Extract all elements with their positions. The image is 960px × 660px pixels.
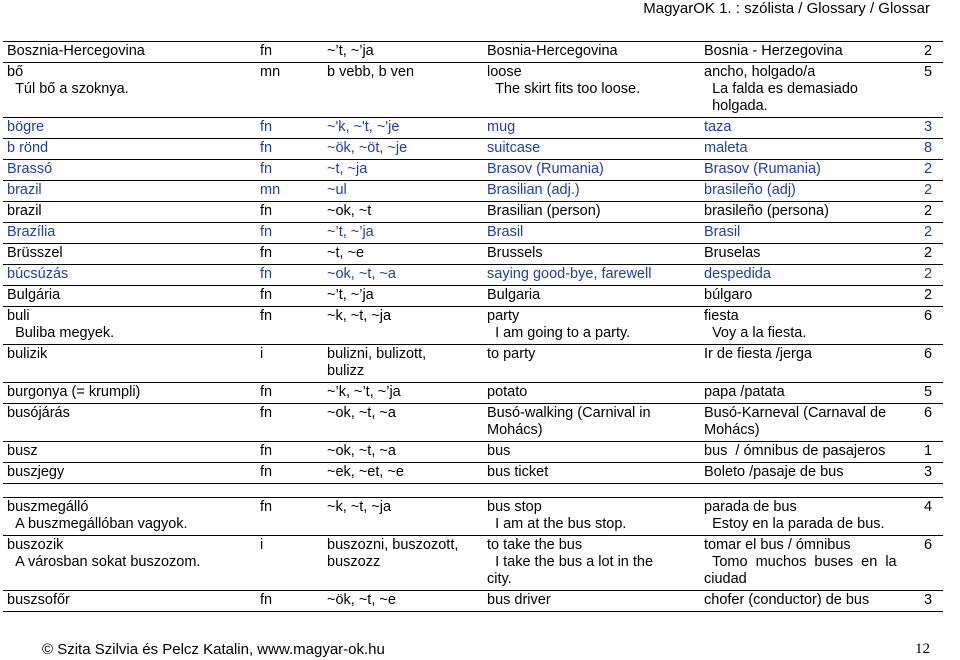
cell-spanish-line: Busó-Karneval (Carnaval de — [704, 405, 887, 421]
cell-hungarian — [3, 223, 256, 244]
cell-hungarian-line: Bosznia-Hercegovina — [7, 43, 145, 59]
cell-spanish-line: fiesta — [704, 308, 739, 324]
cell-forms-line: ~ok, ~t — [327, 203, 372, 219]
cell-spanish — [700, 463, 920, 484]
cell-english — [483, 139, 700, 160]
cell-part-of-speech: i — [256, 345, 323, 383]
cell-forms — [323, 160, 483, 181]
cell-spanish-line: taza — [704, 119, 732, 135]
cell-english — [483, 404, 700, 442]
cell-spanish-line: Brasov (Rumania) — [704, 161, 821, 177]
cell-spanish-line: bus / ómnibus de pasajeros — [704, 443, 886, 459]
cell-level: 5 — [920, 63, 943, 118]
cell-spanish — [700, 307, 920, 345]
cell-english-line: Brasilian (adj.) — [487, 182, 580, 198]
cell-forms-line: ~ök, ~öt, ~je — [327, 140, 408, 156]
cell-english-line: Brasil — [487, 224, 524, 240]
cell-spanish — [700, 160, 920, 181]
cell-forms — [323, 286, 483, 307]
cell-part-of-speech: fn — [256, 404, 323, 442]
cell-hungarian — [3, 307, 256, 345]
cell-spanish-line: maleta — [704, 140, 748, 156]
cell-hungarian — [3, 139, 256, 160]
cell-spanish-line: Boleto /pasaje de bus — [704, 464, 844, 480]
cell-english — [483, 286, 700, 307]
cell-forms-line: buszozz — [327, 554, 381, 570]
table-row — [3, 265, 943, 286]
cell-english — [483, 307, 700, 345]
cell-spanish-line: holgada. — [704, 98, 768, 114]
cell-english-line: bus ticket — [487, 464, 549, 480]
cell-english-line: Brasilian (person) — [487, 203, 601, 219]
table-row — [3, 181, 943, 202]
cell-forms-line: ~’k, ~’t, ~’ja — [327, 384, 401, 400]
cell-english — [483, 442, 700, 463]
cell-english-line: I am going to a party. — [487, 325, 631, 341]
cell-spanish-line: chofer (conductor) de bus — [704, 592, 870, 608]
cell-spanish-line: búlgaro — [704, 287, 753, 303]
table-row — [3, 202, 943, 223]
cell-level: 2 — [920, 42, 943, 63]
cell-level: 4 — [920, 498, 943, 536]
cell-part-of-speech: fn — [256, 265, 323, 286]
cell-english-line: party — [487, 308, 520, 324]
table-row — [3, 63, 943, 118]
cell-english-line: mug — [487, 119, 516, 135]
cell-spanish-line: Bosnia - Herzegovina — [704, 43, 843, 59]
cell-forms-line: ~ok, ~t, ~a — [327, 266, 396, 282]
cell-spanish-line: ancho, holgado/a — [704, 64, 816, 80]
cell-english — [483, 160, 700, 181]
cell-forms-line: b vebb, b ven — [327, 64, 415, 80]
cell-hungarian — [3, 498, 256, 536]
table-row — [3, 118, 943, 139]
cell-english — [483, 181, 700, 202]
cell-forms-line: bulizz — [327, 363, 365, 379]
cell-forms — [323, 139, 483, 160]
cell-english — [483, 591, 700, 612]
cell-level: 6 — [920, 404, 943, 442]
glossary-table-continued — [3, 497, 943, 612]
cell-hungarian-line: Bulgária — [7, 287, 61, 303]
table-row — [3, 42, 943, 63]
cell-hungarian — [3, 286, 256, 307]
cell-spanish-line: tomar el bus / ómnibus — [704, 537, 851, 553]
cell-level: 2 — [920, 265, 943, 286]
cell-forms — [323, 63, 483, 118]
cell-spanish — [700, 591, 920, 612]
cell-forms-line: ~ul — [327, 182, 347, 198]
cell-english-line: Mohács) — [487, 422, 543, 438]
cell-spanish-line: brasileño (adj) — [704, 182, 796, 198]
cell-hungarian-line: busójárás — [7, 405, 70, 421]
cell-hungarian-line: buszmegálló — [7, 499, 89, 515]
cell-spanish — [700, 442, 920, 463]
table-row — [3, 404, 943, 442]
cell-part-of-speech: fn — [256, 118, 323, 139]
cell-english-line: Brasov (Rumania) — [487, 161, 604, 177]
cell-spanish — [700, 202, 920, 223]
cell-spanish — [700, 139, 920, 160]
cell-english-line: to party — [487, 346, 536, 362]
cell-english — [483, 63, 700, 118]
cell-english-line: bus — [487, 443, 511, 459]
cell-english-line: suitcase — [487, 140, 541, 156]
cell-hungarian-line: Túl bő a szoknya. — [7, 81, 129, 97]
cell-english — [483, 463, 700, 484]
cell-english — [483, 265, 700, 286]
cell-level: 2 — [920, 160, 943, 181]
cell-forms-line: ~’t, ~’ja — [327, 287, 374, 303]
cell-spanish-line: despedida — [704, 266, 771, 282]
cell-spanish — [700, 63, 920, 118]
cell-part-of-speech: i — [256, 536, 323, 591]
cell-part-of-speech: fn — [256, 244, 323, 265]
cell-english — [483, 536, 700, 591]
cell-level: 5 — [920, 383, 943, 404]
cell-level: 2 — [920, 286, 943, 307]
cell-hungarian-line: bő — [7, 64, 24, 80]
cell-spanish — [700, 42, 920, 63]
glossary-table-main — [3, 41, 943, 484]
cell-english-line: to take the bus — [487, 537, 583, 553]
cell-english — [483, 223, 700, 244]
table-row — [3, 139, 943, 160]
cell-spanish — [700, 536, 920, 591]
cell-hungarian — [3, 591, 256, 612]
table-row — [3, 463, 943, 484]
cell-spanish-line: parada de bus — [704, 499, 797, 515]
cell-hungarian-line: Brassó — [7, 161, 53, 177]
cell-part-of-speech: fn — [256, 591, 323, 612]
cell-spanish — [700, 404, 920, 442]
cell-level: 2 — [920, 223, 943, 244]
cell-forms — [323, 202, 483, 223]
cell-english — [483, 202, 700, 223]
cell-level: 8 — [920, 139, 943, 160]
cell-part-of-speech: fn — [256, 463, 323, 484]
page-header-title: MagyarOK 1. : szólista / Glossary / Glossar — [643, 0, 930, 17]
cell-hungarian-line: buszsofőr — [7, 592, 70, 608]
cell-forms — [323, 404, 483, 442]
cell-forms — [323, 536, 483, 591]
cell-spanish — [700, 286, 920, 307]
cell-hungarian-line: bögre — [7, 119, 45, 135]
cell-spanish — [700, 498, 920, 536]
cell-spanish — [700, 244, 920, 265]
cell-forms — [323, 118, 483, 139]
table-row — [3, 536, 943, 591]
cell-spanish-line: Mohács) — [704, 422, 760, 438]
cell-forms-line: bulizni, bulizott, — [327, 346, 427, 362]
cell-hungarian-line: Buliba megyek. — [7, 325, 115, 341]
cell-part-of-speech: fn — [256, 307, 323, 345]
cell-forms-line: ~ok, ~t, ~a — [327, 405, 396, 421]
cell-english — [483, 383, 700, 404]
cell-spanish — [700, 181, 920, 202]
cell-forms — [323, 42, 483, 63]
cell-level: 3 — [920, 118, 943, 139]
cell-level: 2 — [920, 202, 943, 223]
cell-english — [483, 42, 700, 63]
cell-spanish-line: papa /patata — [704, 384, 785, 400]
cell-forms — [323, 498, 483, 536]
cell-forms — [323, 463, 483, 484]
cell-english-line: potato — [487, 384, 528, 400]
cell-forms — [323, 345, 483, 383]
cell-spanish-line: La falda es demasiado — [704, 81, 858, 97]
cell-hungarian — [3, 42, 256, 63]
cell-hungarian — [3, 244, 256, 265]
cell-hungarian-line: buszozik — [7, 537, 64, 553]
cell-part-of-speech: fn — [256, 139, 323, 160]
cell-english — [483, 244, 700, 265]
cell-english-line: saying good-bye, farewell — [487, 266, 652, 282]
cell-spanish-line: ciudad — [704, 571, 747, 587]
table-row — [3, 244, 943, 265]
cell-spanish-line: Tomo muchos buses en la — [704, 554, 897, 570]
cell-part-of-speech: fn — [256, 286, 323, 307]
cell-english-line: bus driver — [487, 592, 551, 608]
cell-forms — [323, 244, 483, 265]
cell-part-of-speech: fn — [256, 160, 323, 181]
cell-forms-line: ~ok, ~t, ~a — [327, 443, 396, 459]
cell-part-of-speech: fn — [256, 383, 323, 404]
cell-hungarian-line: A buszmegállóban vagyok. — [7, 516, 188, 532]
cell-hungarian — [3, 383, 256, 404]
cell-part-of-speech: mn — [256, 63, 323, 118]
cell-hungarian — [3, 181, 256, 202]
cell-forms — [323, 181, 483, 202]
table-row — [3, 442, 943, 463]
cell-hungarian — [3, 345, 256, 383]
cell-hungarian-line: bulizik — [7, 346, 48, 362]
cell-hungarian-line: buszjegy — [7, 464, 65, 480]
cell-forms-line: ~’t, ~’ja — [327, 43, 374, 59]
cell-hungarian — [3, 118, 256, 139]
footer-credit: © Szita Szilvia és Pelcz Katalin, www.magyar-ok.hu — [42, 641, 385, 658]
cell-hungarian — [3, 463, 256, 484]
cell-level: 2 — [920, 244, 943, 265]
cell-level: 6 — [920, 307, 943, 345]
cell-level: 1 — [920, 442, 943, 463]
cell-english-line: Bulgaria — [487, 287, 541, 303]
cell-english-line: Busó-walking (Carnival in — [487, 405, 651, 421]
cell-forms-line: ~’t, ~’ja — [327, 224, 374, 240]
cell-hungarian-line: Brüsszel — [7, 245, 63, 261]
cell-english-line: bus stop — [487, 499, 542, 515]
cell-forms-line: ~k, ~t, ~ja — [327, 308, 392, 324]
cell-level: 3 — [920, 591, 943, 612]
cell-level: 2 — [920, 181, 943, 202]
cell-forms — [323, 307, 483, 345]
page-number: 12 — [915, 641, 930, 657]
cell-english-line: I take the bus a lot in the — [487, 554, 654, 570]
cell-hungarian-line: brazil — [7, 182, 42, 198]
table-row — [3, 160, 943, 181]
cell-spanish — [700, 223, 920, 244]
cell-english — [483, 345, 700, 383]
cell-hungarian-line: busz — [7, 443, 38, 459]
cell-forms — [323, 383, 483, 404]
cell-forms-line: ~k, ~t, ~ja — [327, 499, 392, 515]
cell-forms — [323, 265, 483, 286]
cell-spanish-line: Ir de fiesta /jerga — [704, 346, 812, 362]
cell-hungarian — [3, 202, 256, 223]
cell-hungarian-line: b rönd — [7, 140, 49, 156]
cell-hungarian — [3, 442, 256, 463]
table-row — [3, 383, 943, 404]
cell-hungarian — [3, 404, 256, 442]
cell-forms-line: ~t, ~ja — [327, 161, 368, 177]
cell-hungarian — [3, 63, 256, 118]
cell-spanish-line: Voy a la fiesta. — [704, 325, 807, 341]
cell-hungarian-line: A városban sokat buszozom. — [7, 554, 201, 570]
cell-forms-line: ~t, ~e — [327, 245, 365, 261]
cell-spanish — [700, 265, 920, 286]
cell-spanish-line: Estoy en la parada de bus. — [704, 516, 885, 532]
cell-hungarian-line: Brazília — [7, 224, 56, 240]
cell-part-of-speech: fn — [256, 498, 323, 536]
table-row — [3, 286, 943, 307]
cell-level: 3 — [920, 463, 943, 484]
cell-part-of-speech: fn — [256, 442, 323, 463]
cell-hungarian-line: buli — [7, 308, 30, 324]
cell-english — [483, 498, 700, 536]
table-row — [3, 591, 943, 612]
table-row — [3, 307, 943, 345]
cell-part-of-speech: fn — [256, 202, 323, 223]
cell-english-line: city. — [487, 571, 512, 587]
cell-forms-line: buszozni, buszozott, — [327, 537, 459, 553]
cell-forms-line: ~ek, ~et, ~e — [327, 464, 404, 480]
cell-hungarian — [3, 536, 256, 591]
cell-part-of-speech: mn — [256, 181, 323, 202]
cell-english-line: Bosnia-Hercegovina — [487, 43, 618, 59]
table-row — [3, 498, 943, 536]
cell-spanish-line: Brasil — [704, 224, 741, 240]
cell-spanish-line: Bruselas — [704, 245, 761, 261]
cell-spanish-line: brasileño (persona) — [704, 203, 829, 219]
cell-level: 6 — [920, 345, 943, 383]
cell-level: 6 — [920, 536, 943, 591]
cell-part-of-speech: fn — [256, 42, 323, 63]
cell-forms-line: ~'k, ~'t, ~'je — [327, 119, 400, 135]
cell-english-line: I am at the bus stop. — [487, 516, 627, 532]
cell-spanish — [700, 118, 920, 139]
table-row — [3, 345, 943, 383]
cell-english-line: Brussels — [487, 245, 543, 261]
cell-spanish — [700, 345, 920, 383]
cell-hungarian-line: búcsúzás — [7, 266, 69, 282]
cell-spanish — [700, 383, 920, 404]
cell-forms-line: ~ök, ~t, ~e — [327, 592, 396, 608]
cell-forms — [323, 223, 483, 244]
cell-forms — [323, 442, 483, 463]
cell-part-of-speech: fn — [256, 223, 323, 244]
cell-hungarian-line: burgonya (= krumpli) — [7, 384, 141, 400]
table-row — [3, 223, 943, 244]
cell-hungarian — [3, 160, 256, 181]
cell-english-line: The skirt fits too loose. — [487, 81, 641, 97]
cell-hungarian — [3, 265, 256, 286]
cell-english — [483, 118, 700, 139]
cell-hungarian-line: brazil — [7, 203, 42, 219]
cell-english-line: loose — [487, 64, 522, 80]
cell-forms — [323, 591, 483, 612]
